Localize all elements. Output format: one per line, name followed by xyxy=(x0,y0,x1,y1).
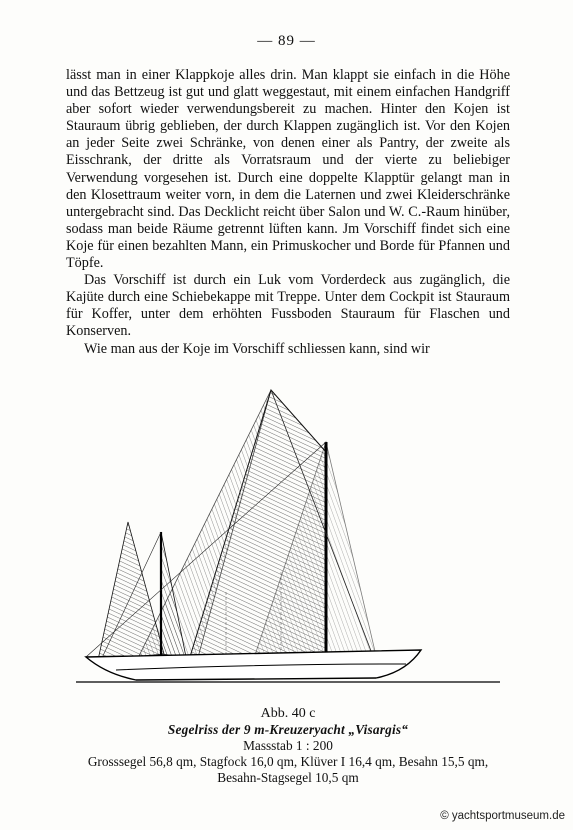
paragraph-3: Wie man aus der Koje im Vorschiff schliessen kann, sind wir xyxy=(84,340,430,357)
sail-plan-drawing xyxy=(76,382,500,688)
paragraph-1: lässt man in einer Klappkoje alles drin. Man klappt sie einfach in die Höhe und das Bettzeug ist gut und glatt weggestaut, mit einem einfachen Handgriff aber sofort wieder verwendungsbereit zu machen. Hinter den Kojen ist Stauraum übrig geblieben, der durch Klappen zugänglich ist. Vor den Kojen an jeder Seite zwei Schränke, von denen einer als Pantry, der zweite als Eisschrank, der dritte als Vorratsraum und der vierte zu beliebiger Verwendung vorgesehen ist. Durch eine doppelte Klapptür gelangt man in den Klosettraum weiter vorn, in dem die Laternen und zwei Kleiderschränke untergebracht sind. Das Decklicht reicht über Salon und W. C.-Raum hinüber, sodass man beide Räume getrennt lüften kann. Jm Vorschiff findet sich eine Koje für einen bezahlten Mann, ein Primuskocher und Borde für Pfannen und Töpfe. xyxy=(66,67,510,272)
body-text xyxy=(66,67,510,358)
page-number: — 89 — xyxy=(257,33,316,49)
paragraph-2: Das Vorschiff ist durch ein Luk vom Vorderdeck aus zugänglich, die Kajüte durch eine Schiebekappe mit Treppe. Unter dem Cockpit ist Stauraum für Koffer, unter dem erhöhten Fussboden Stauraum für Flaschen und Konserven. xyxy=(66,272,510,340)
mizzen-staysail xyxy=(98,522,164,660)
figure-title: Segelriss der 9 m-Kreuzeryacht „Visargis“ xyxy=(167,722,409,737)
sail-areas-line-1: Grosssegel 56,8 qm, Stagfock 16,0 qm, Klüver I 16,4 qm, Besahn 15,5 qm, xyxy=(87,754,489,769)
figure-number: Abb. 40 c xyxy=(260,706,316,721)
figure-scale: Massstab 1 : 200 xyxy=(243,738,333,753)
sail-plan-figure xyxy=(76,382,500,688)
figure-caption xyxy=(60,706,516,786)
watermark: © yachtsportmuseum.de xyxy=(440,810,565,822)
sail-areas-line-2: Besahn-Stagsegel 10,5 qm xyxy=(217,770,359,785)
